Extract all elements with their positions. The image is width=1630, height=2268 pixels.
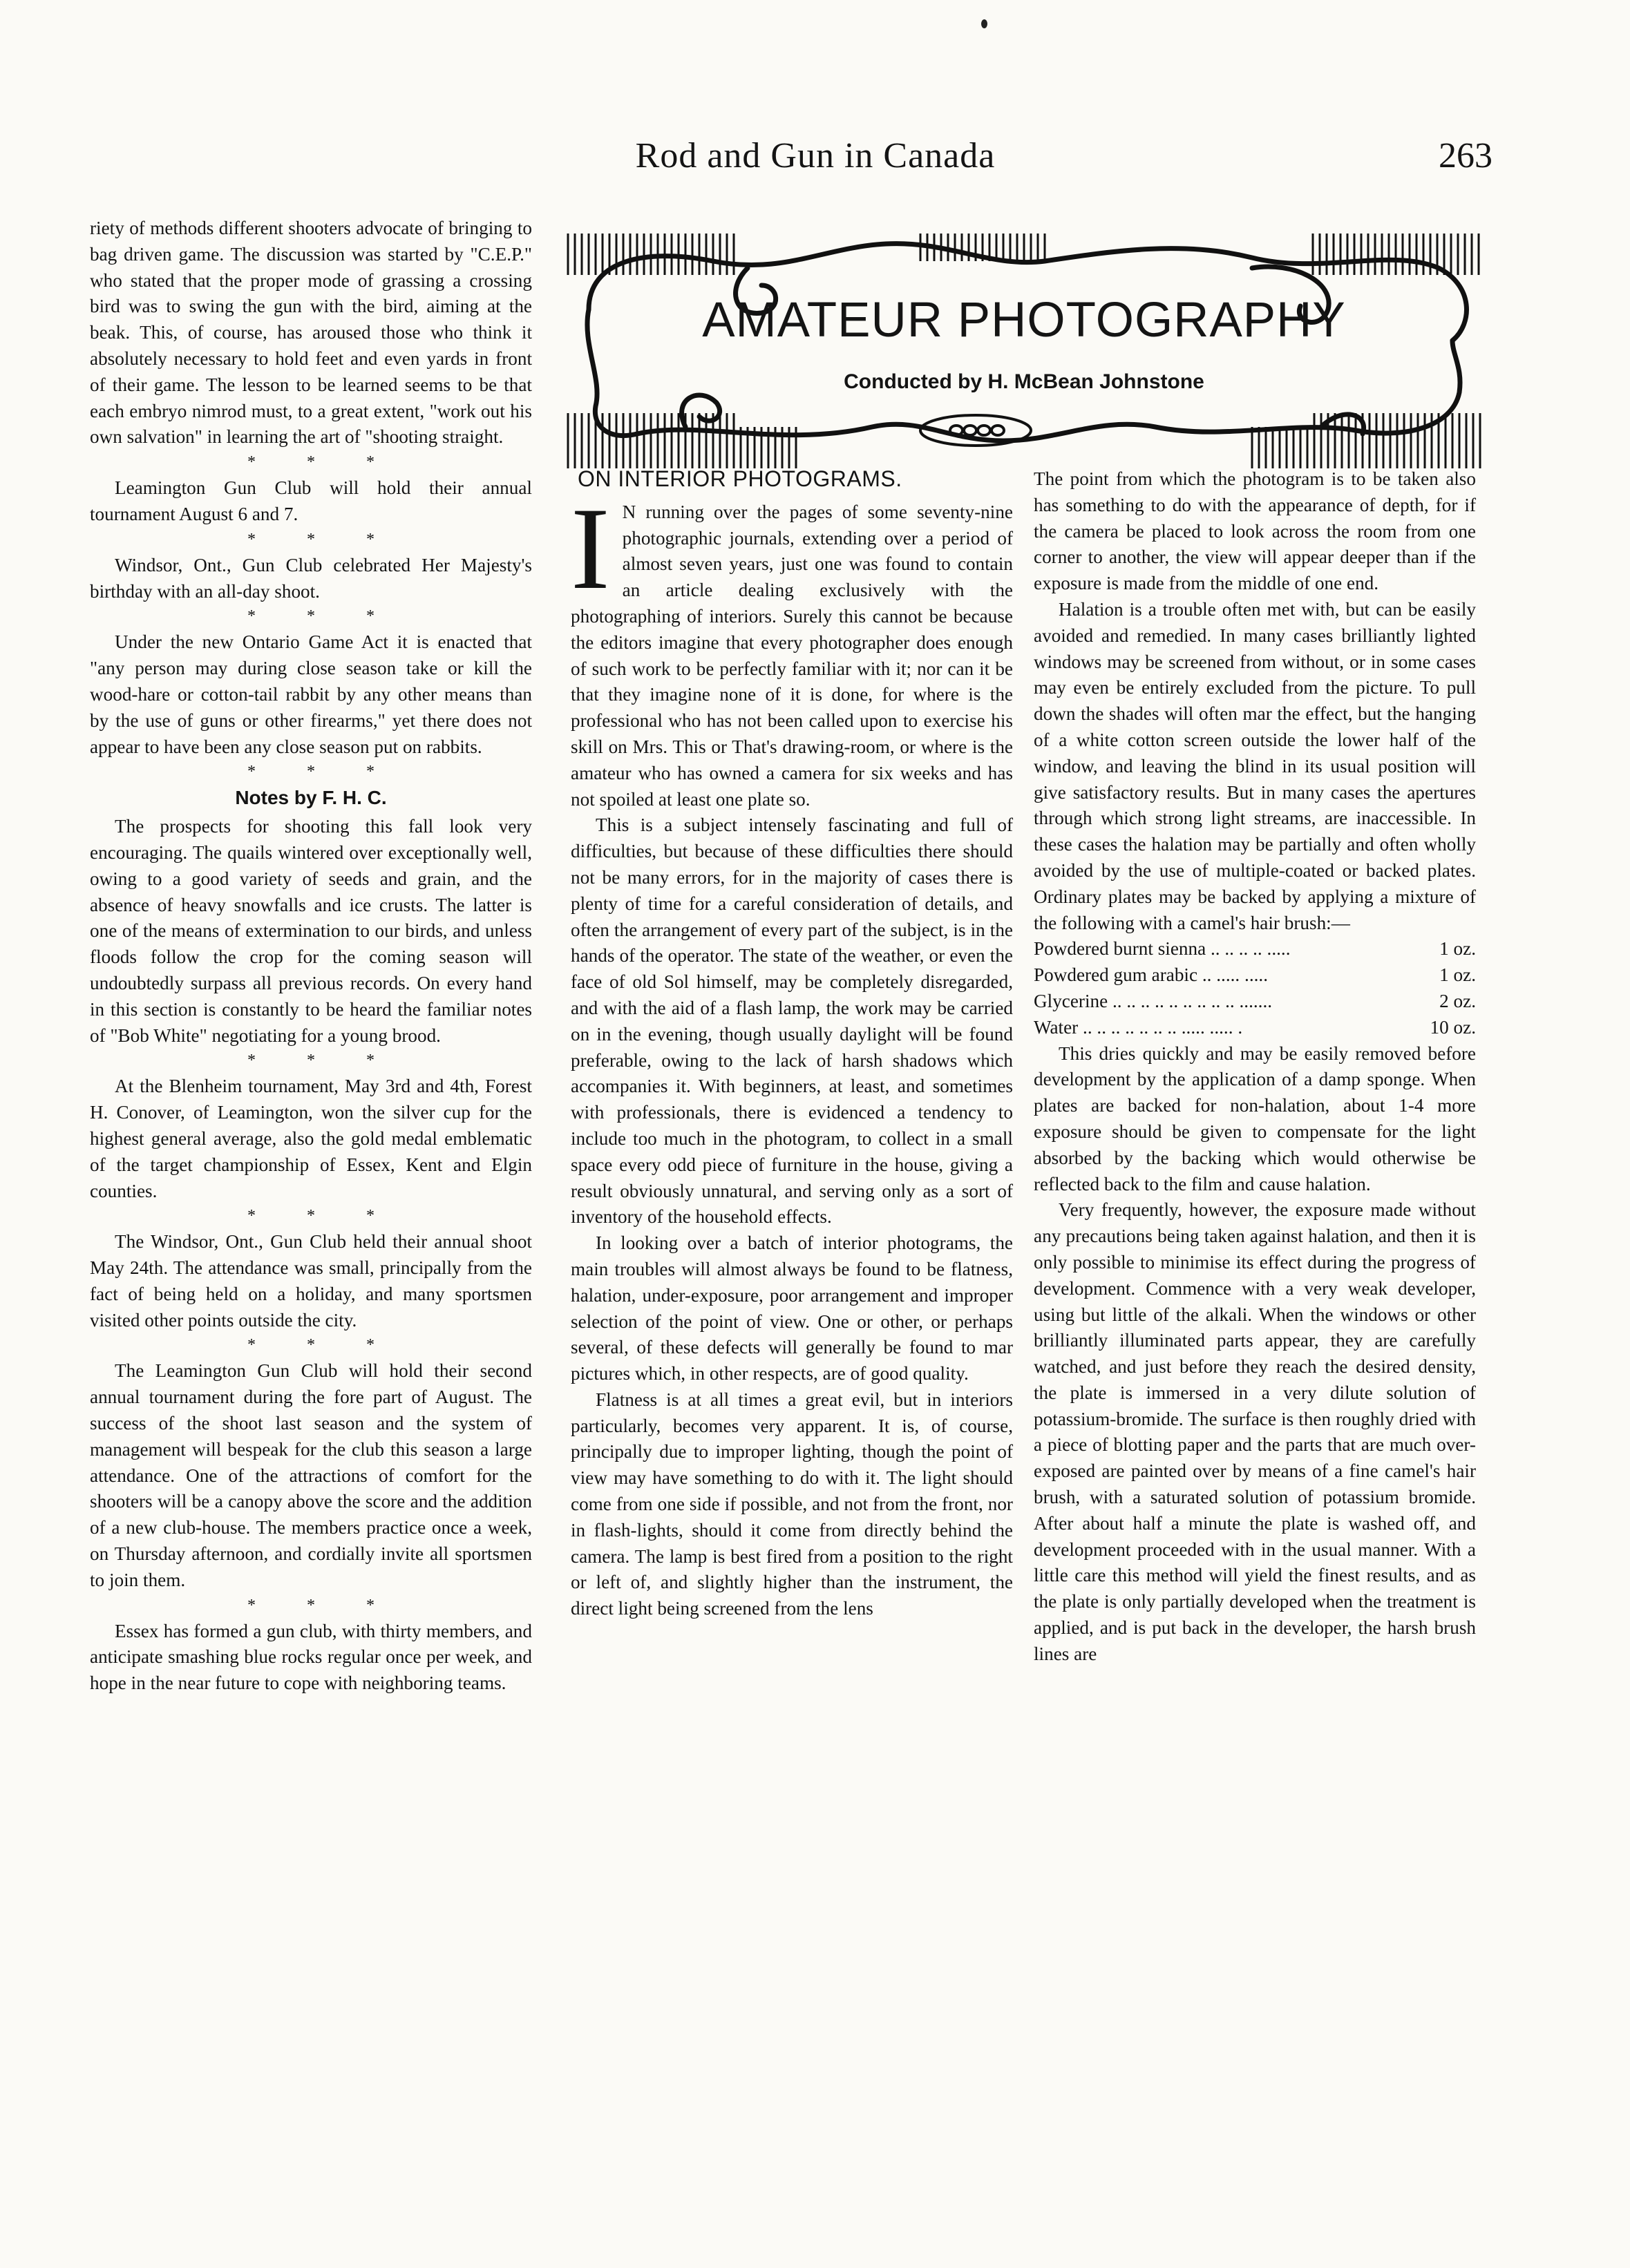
recipe-qty: 1 oz. — [1439, 964, 1476, 986]
recipe-item: Powdered burnt sienna .. .. .. .. ..... — [1034, 938, 1291, 960]
middle-column — [571, 466, 1013, 1622]
separator: * * * — [247, 530, 398, 549]
left-column — [90, 216, 532, 1697]
recipe-item: Glycerine .. .. .. .. .. .. .. .. .. ....... — [1034, 990, 1273, 1011]
separator: * * * — [247, 1336, 398, 1355]
paragraph: This is a subject intensely fascinating and full of difficulties, but because of these difficulties there should not be many errors, for in the majority of cases there is plenty of time for a careful consideration of details, and often the arrangement of every part of the subject, is in the hands of the operator. The state of the weather, or even the face of old Sol himself, may be completely disregarded, and with the aid of a flash lamp, the work may be carried on in the evening, though usually daylight will be found preferable, owing to the lack of harsh shadows which accompanies it. With beginners, at least, and sometimes with professionals, there is evidenced a tendency to include too much in the photogram, to collect in a small space every odd piece of furniture in the house, giving a result obviously unnatural, and serving only as a sort of inventory of the household effects. — [571, 814, 1013, 1228]
paragraph: This dries quickly and may be easily removed before development by the application of a damp sponge. When plates are backed for non-halation, about 1-4 more exposure should be given to compensate for the light absorbed by the backing which would otherwise be reflected back to the film and cause halation. — [1034, 1042, 1476, 1194]
right-column — [1034, 466, 1476, 1668]
paragraph: Windsor, Ont., Gun Club celebrated Her Majesty's birthday with an all-day shoot. — [90, 554, 532, 602]
paragraph: Essex has formed a gun club, with thirty members, and anticipate smashing blue rocks regular once per week, and hope in the near future to cope with neighboring teams. — [90, 1620, 532, 1694]
printer-mark — [981, 19, 987, 28]
separator: * * * — [247, 1596, 398, 1614]
separator: * * * — [247, 607, 398, 626]
recipe-line — [1034, 989, 1476, 1015]
recipe-qty: 1 oz. — [1439, 938, 1476, 960]
section-banner — [561, 220, 1486, 474]
paragraph: Halation is a trouble often met with, but can be easily avoided and remedied. In many cases brilliantly lighted windows may be screened from without, or in some cases may even be entirely excluded from the picture. To pull down the shades will often mar the effect, but the hanging of a white cotton screen outside the lower half of the window, and leaving the blind in its usual position will give satisfactory results. But in many cases the apertures through which strong light streams, are inaccessible. In these cases the halation may be partially and often wholly avoided by the use of multiple-coated or backed plates. Ordinary plates may be backed by applying a mixture of the following with a camel's hair brush:— — [1034, 598, 1476, 933]
paragraph: N running over the pages of some seventy-nine photographic journals, extending over a period of almost seven years, just one was found to contain an article dealing exclusively with the photographing of interiors. Surely this cannot be because the editors imagine that every photographer does enough of such work to be perfectly familiar with it; nor can it be that they imagine none of it is done, for where is the professional who has not been called upon to exercise his skill on Mrs. This or That's drawing-room, or where is the amateur who has owned a camera for six weeks and has not spoiled at least one plate so. — [571, 501, 1013, 810]
recipe-line — [1034, 962, 1476, 989]
paragraph: The prospects for shooting this fall look very encouraging. The quails wintered over exceptionally well, owing to a good variety of seeds and grain, and the absence of heavy snowfalls and ice crusts. The latter is one of the means of extermination to our birds, and unless floods follow the crop for the coming season will undoubtedly surpass all previous records. On every hand in this section is constantly to be heard the familiar notes of "Bob White" negotiating for a young brood. — [90, 816, 532, 1046]
paragraph: At the Blenheim tournament, May 3rd and 4th, Forest H. Conover, of Leamington, won the silver cup for the highest general average, also the gold medal emblematic of the target championship of Essex, Kent and Elgin counties. — [90, 1076, 532, 1201]
recipe-line — [1034, 936, 1476, 962]
recipe-qty: 2 oz. — [1439, 990, 1476, 1011]
running-title: Rod and Gun in Canada — [635, 136, 996, 175]
paragraph: Leamington Gun Club will hold their annual tournament August 6 and 7. — [90, 477, 532, 524]
recipe-line — [1034, 1015, 1476, 1041]
paragraph: In looking over a batch of interior photograms, the main troubles will almost always be found to be flatness, halation, under-exposure, poor arrangement and improper selection of the point of view. One or other, or perhaps several, of these defects will generally be found to mar pictures which, in other respects, are of good quality. — [571, 1232, 1013, 1384]
paragraph: Under the new Ontario Game Act it is enacted that "any person may during close season take or kill the wood-hare or cotton-tail rabbit by any other means than by the use of guns or other firearms," yet there does not appear to have been any close season put on rabbits. — [90, 631, 532, 757]
drop-cap: I — [571, 483, 610, 613]
paragraph: riety of methods different shooters advocate of bringing to bag driven game. The discussion was started by "C.E.P." who stated that the proper mode of grassing a crossing bird was to swing the gun with the bird, aiming at the beak. This, of course, has aroused those who think it absolutely necessary to hold feet and even yards in front of their game. The lesson to be learned seems to be that each embryo nimrod must, to a great extent, "work out his own salvation" in learning the art of "shooting straight. — [90, 218, 532, 448]
paragraph: The point from which the photogram is to be taken also has something to do with the appearance of depth, for if the camera be placed to look across the room from one corner to another, the view will appear deeper than if the exposure is made from the middle of one end. — [1034, 468, 1476, 594]
paragraph: Very frequently, however, the exposure made without any precautions being taken against halation, and then it is only possible to minimise its effect during the progress of development. Commence with a very weak developer, using but little of the alkali. When the windows or other brilliantly illuminated parts appear, they are carefully watched, and just before they reach the desired density, the plate is immersed in a very dilute solution of potassium-bromide. The surface is then roughly dried with a piece of blotting paper and the parts that are much over-exposed are painted over by means of a fine camel's hair brush, with a saturated solution of potassium bromide. After about half a minute the plate is washed off, and development proceeded with in the usual manner. With a little care this method will yield the finest results, and as the plate is only partially developed when the treatment is applied, and is put back in the developer, the harsh brush lines are — [1034, 1199, 1476, 1664]
recipe-item: Water .. .. .. .. .. .. .. ..... ..... . — [1034, 1016, 1243, 1038]
banner-title: AMATEUR PHOTOGRAPHY — [702, 293, 1346, 347]
separator: * * * — [247, 453, 398, 472]
paragraph: The Windsor, Ont., Gun Club held their annual shoot May 24th. The attendance was small, principally from the fact of being held on a holiday, and many sportsmen visited other points outside the city. — [90, 1231, 532, 1331]
recipe-item: Powdered gum arabic .. ..... ..... — [1034, 964, 1269, 986]
page-number: 263 — [1439, 136, 1492, 175]
article-heading: ON INTERIOR PHOTOGRAMS. — [578, 466, 902, 491]
recipe-qty: 10 oz. — [1430, 1016, 1476, 1038]
paragraph: Flatness is at all times a great evil, but in interiors particularly, becomes very apparent. It is, of course, principally due to improper lighting, though the point of view may have something to do with it. The light should come from one side if possible, and not from the front, nor in flash-lights, should it come from directly behind the camera. The lamp is best fired from a position to the right or left of, and slightly higher than the instrument, the direct light being screened from the lens — [571, 1389, 1013, 1619]
banner-byline: Conducted by H. McBean Johnstone — [844, 370, 1204, 393]
separator: * * * — [247, 1207, 398, 1226]
separator: * * * — [247, 763, 398, 781]
paragraph: The Leamington Gun Club will hold their second annual tournament during the fore part of August. The success of the shoot last season and the system of management will bespeak for the club this season a large attendance. One of the attractions of comfort for the shooters will be a canopy above the score and the addition of a new club-house. The members practice once a week, on Thursday afternoon, and cordially invite all sportsmen to join them. — [90, 1360, 532, 1590]
section-heading: Notes by F. H. C. — [235, 787, 387, 809]
separator: * * * — [247, 1051, 398, 1070]
